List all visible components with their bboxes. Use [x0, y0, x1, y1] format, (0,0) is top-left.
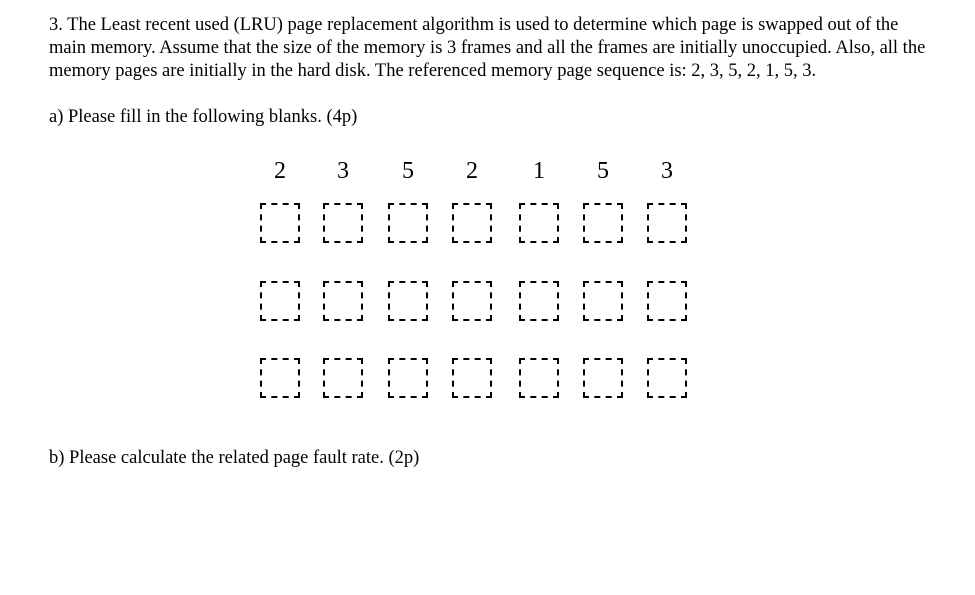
sequence-page-2: 3	[337, 158, 349, 184]
frame-1-blank-step-3[interactable]	[388, 203, 428, 243]
frame-1-blank-step-5[interactable]	[519, 203, 559, 243]
frame-3-blank-step-5[interactable]	[519, 358, 559, 398]
sequence-page-7: 3	[661, 158, 673, 184]
frame-3-blank-step-2[interactable]	[323, 358, 363, 398]
frame-3-blank-step-7[interactable]	[647, 358, 687, 398]
frame-1-blank-step-2[interactable]	[323, 203, 363, 243]
frame-3-blank-step-4[interactable]	[452, 358, 492, 398]
question-paragraph: 3. The Least recent used (LRU) page replacement algorithm is used to determine which page is swapped out of the main memory. Assume that the size of the memory is 3 frames and all the frames are initially unoccupied. Also, all the memory pages are initially in the hard disk. The referenced memory page sequence is: 2, 3, 5, 2, 1, 5, 3.	[49, 15, 926, 81]
question-text	[49, 14, 929, 83]
frame-2-blank-step-5[interactable]	[519, 281, 559, 321]
sequence-page-1: 2	[274, 158, 286, 184]
sequence-page-3: 5	[402, 158, 414, 184]
frame-3-blank-step-6[interactable]	[583, 358, 623, 398]
frame-2-blank-step-3[interactable]	[388, 281, 428, 321]
frame-2-blank-step-4[interactable]	[452, 281, 492, 321]
frame-2-blank-step-1[interactable]	[260, 281, 300, 321]
frame-2-blank-step-7[interactable]	[647, 281, 687, 321]
frame-1-blank-step-6[interactable]	[583, 203, 623, 243]
frame-3-blank-step-3[interactable]	[388, 358, 428, 398]
frame-1-blank-step-7[interactable]	[647, 203, 687, 243]
frame-1-blank-step-4[interactable]	[452, 203, 492, 243]
frame-2-blank-step-6[interactable]	[583, 281, 623, 321]
sequence-page-6: 5	[597, 158, 609, 184]
frame-2-blank-step-2[interactable]	[323, 281, 363, 321]
frame-3-blank-step-1[interactable]	[260, 358, 300, 398]
part-a-instruction: a) Please fill in the following blanks. (4p)	[49, 107, 358, 127]
sequence-page-4: 2	[466, 158, 478, 184]
frame-1-blank-step-1[interactable]	[260, 203, 300, 243]
part-b-instruction: b) Please calculate the related page fault rate. (2p)	[49, 448, 420, 468]
sequence-page-5: 1	[533, 158, 545, 184]
